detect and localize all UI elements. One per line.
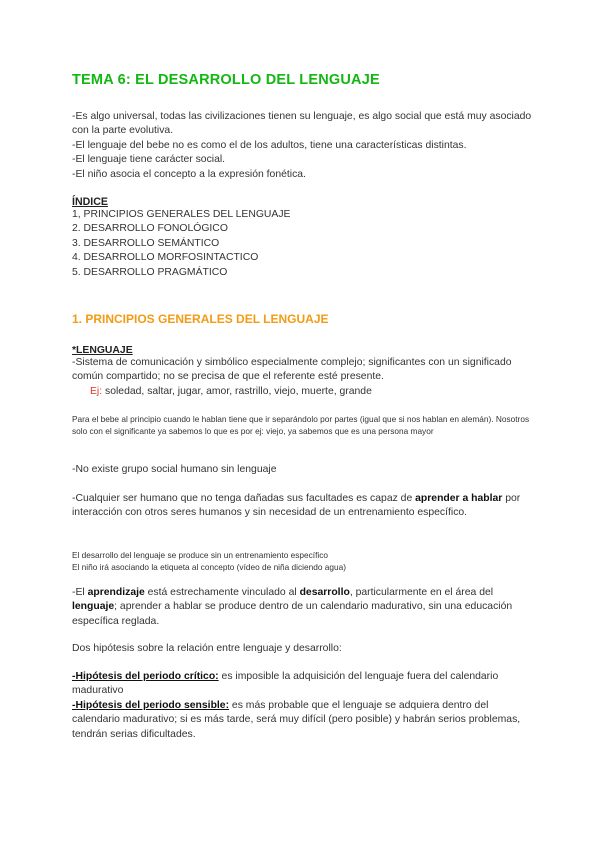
index-section — [72, 196, 534, 280]
lenguaje-block — [72, 345, 534, 399]
page-title: TEMA 6: EL DESARROLLO DEL LENGUAJE — [72, 72, 380, 88]
hypotheses-block — [72, 670, 534, 742]
note-bebe — [72, 413, 534, 438]
lenguaje-heading: *LENGUAJE — [72, 345, 133, 356]
index-item: 4. DESARROLLO MORFOSINTACTICO — [72, 252, 259, 264]
section1-heading: 1. PRINCIPIOS GENERALES DEL LENGUAJE — [72, 312, 329, 326]
index-item: 2. DESARROLLO FONOLÓGICO — [72, 223, 228, 235]
intro-item: -El niño asocia el concepto a la expresión fonética. — [72, 168, 306, 180]
intro-item: -El lenguaje tiene carácter social. — [72, 154, 226, 166]
intro-item: -Es algo universal, todas las civilizaciones tienen su lenguaje, es algo social que está muy asociado con la parte evolutiva. — [72, 111, 532, 137]
text-run: -El — [72, 587, 88, 598]
example-line — [72, 385, 534, 399]
text-run: por interacción con otros seres humanos y sin necesidad de un entrenamiento específico. — [72, 493, 521, 519]
any-human-text — [72, 492, 534, 521]
hypothesis-critical — [72, 670, 534, 699]
index-item: 3. DESARROLLO SEMÁNTICO — [72, 237, 220, 249]
no-group-block — [72, 463, 534, 477]
learning-text — [72, 586, 534, 629]
hypothesis-sensitive — [72, 699, 534, 742]
bold-run: aprender a hablar — [415, 493, 503, 504]
hypotheses-intro-text: Dos hipótesis sobre la relación entre lenguaje y desarrollo: — [72, 643, 342, 654]
hypothesis-label: -Hipótesis del periodo crítico: — [72, 671, 219, 682]
note-desarrollo — [72, 549, 534, 574]
index-item: 5. DESARROLLO PRAGMÁTICO — [72, 266, 228, 278]
hypothesis-text: es más probable que el lenguaje se adquiera dentro del calendario madurativo; si es más tarde, será muy difícil (pero posible) y habrán serios problemas, tendrán serias dificultades. — [72, 699, 521, 740]
text-run: ; aprender a hablar se produce dentro de un calendario madurativo, sin una educación específica reglada. — [72, 601, 513, 627]
bold-run: aprendizaje — [87, 587, 145, 598]
note-line: El desarrollo del lenguaje se produce sin un entrenamiento específico — [72, 550, 328, 560]
index-heading: ÍNDICE — [72, 196, 108, 208]
hypothesis-label: -Hipótesis del periodo sensible: — [72, 699, 230, 711]
example-text: soledad, saltar, jugar, amor, rastrillo, viejo, muerte, grande — [102, 385, 372, 397]
lenguaje-definition: -Sistema de comunicación y simbólico especialmente complejo; significantes con un significado común compartido; no se precisa de que el referente esté presente. — [72, 357, 512, 383]
hypotheses-intro — [72, 642, 534, 656]
intro-list — [72, 110, 534, 182]
no-group-text: -No existe grupo social humano sin lenguaje — [72, 464, 277, 475]
example-label: Ej: — [90, 385, 103, 397]
text-run: -Cualquier ser humano que no tenga dañadas sus facultades es capaz de — [72, 493, 416, 504]
hypothesis-text: es imposible la adquisición del lenguaje fuera del calendario madurativo — [72, 671, 499, 697]
note-text: Para el bebe al principio cuando le hablan tiene que ir separándolo por partes (igual que si nos hablan en alemán). Nosotros solo con el significante ya sabemos lo que es por ej: viejo, ya sabemos que es una persona mayor — [72, 414, 530, 437]
any-human-block — [72, 492, 534, 521]
index-item: 1, PRINCIPIOS GENERALES DEL LENGUAJE — [72, 209, 291, 220]
learning-block — [72, 586, 534, 629]
text-run: está estrechamente vinculado al — [144, 587, 300, 598]
intro-item: -El lenguaje del bebe no es como el de los adultos, tiene una características distintas. — [72, 139, 467, 151]
text-run: , particularmente en el área del — [349, 587, 494, 598]
bold-run: lenguaje — [72, 601, 115, 613]
note-line: El niño irá asociando la etiqueta al concepto (vídeo de niña diciendo agua) — [72, 562, 346, 573]
bold-run: desarrollo — [299, 587, 350, 598]
